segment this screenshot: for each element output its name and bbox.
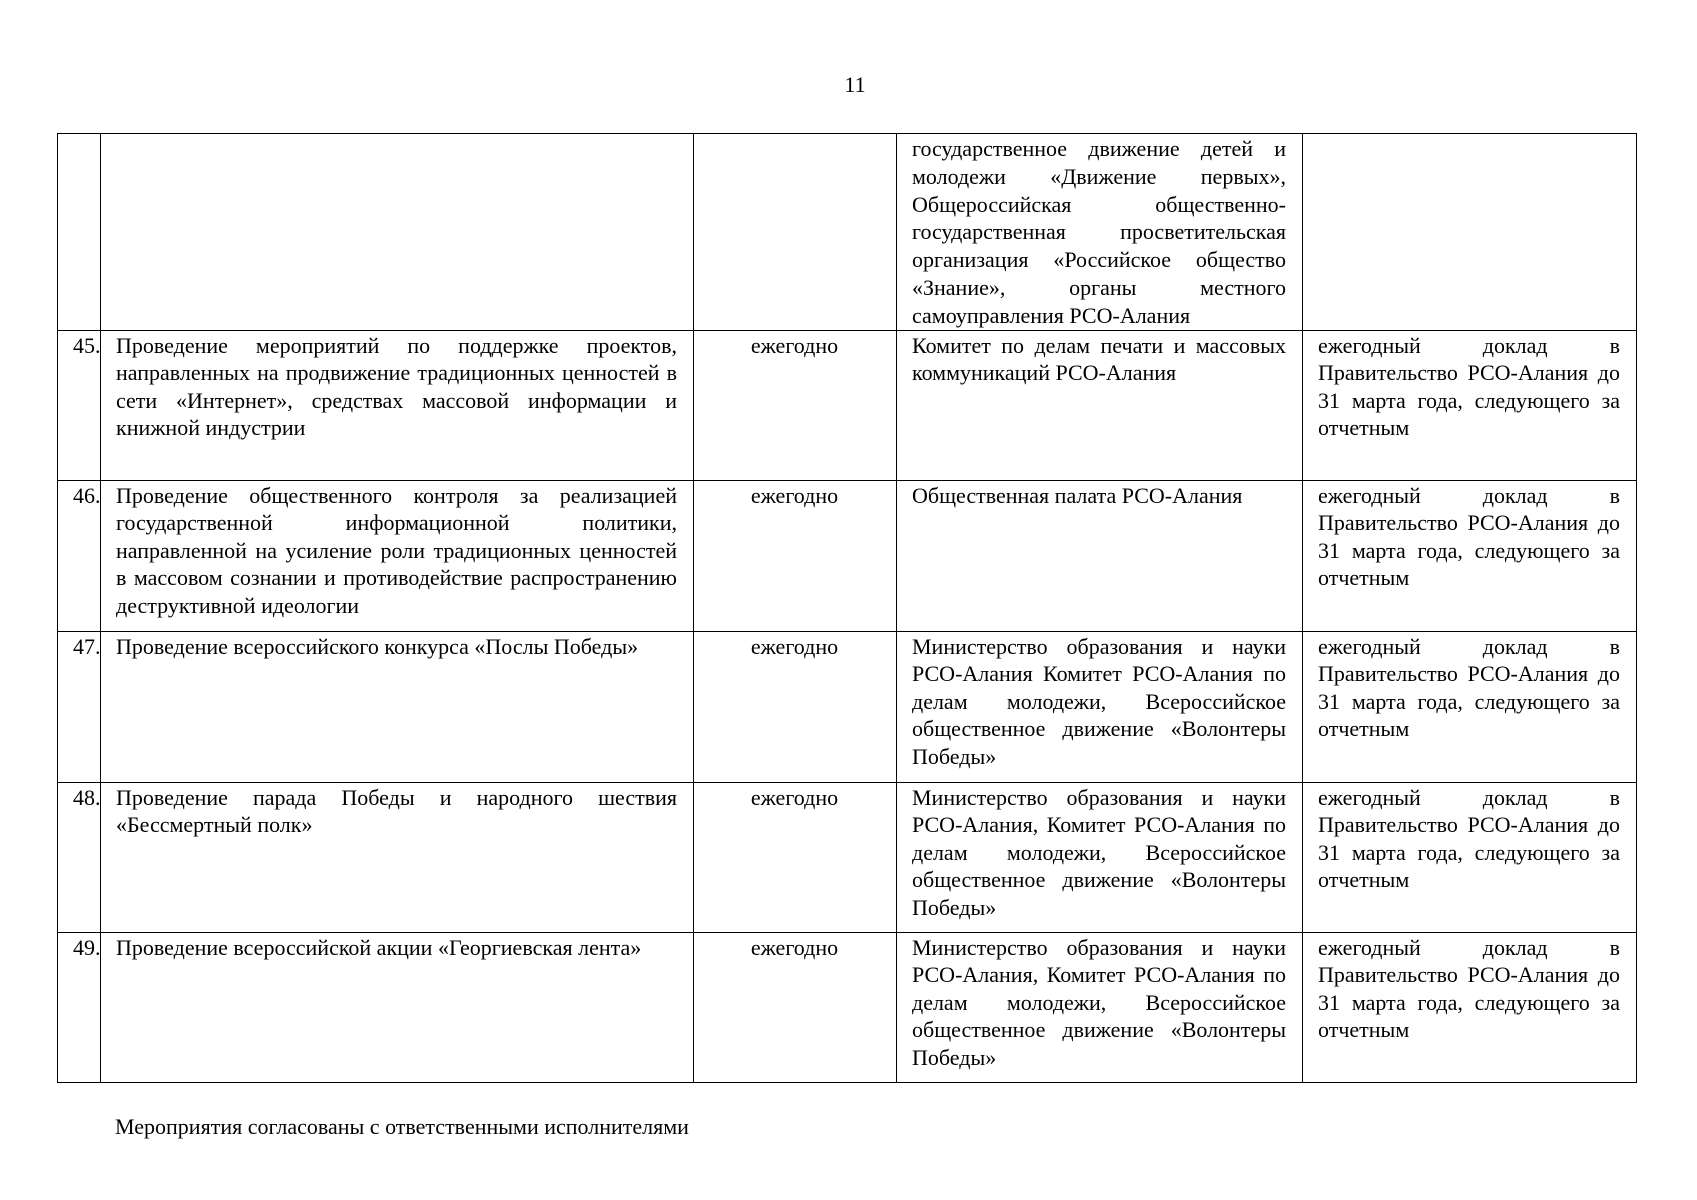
cell-measure (101, 134, 694, 331)
table-row (58, 631, 1637, 782)
cell-measure: Проведение мероприятий по поддержке проектов, направленных на продвижение традиционных ценностей в сети «Интернет», средствах массовой информации и книжной индустрии (101, 330, 694, 480)
cell-term: ежегодно (694, 480, 897, 631)
cell-measure: Проведение парада Победы и народного шествия «Бессмертный полк» (101, 782, 694, 932)
page-number: 11 (844, 72, 866, 97)
cell-responsible: Комитет по делам печати и массовых коммуникаций РСО-Алания (897, 330, 1303, 480)
cell-responsible: Общественная палата РСО-Алания (897, 480, 1303, 631)
cell-number: 46. (58, 480, 101, 631)
cell-responsible: Министерство образования и науки РСО-Алания, Комитет РСО-Алания по делам молодежи, Всероссийское общественное движение «Волонтеры Победы» (897, 932, 1303, 1082)
table-row (58, 782, 1637, 932)
footer-note: Мероприятия согласованы с ответственными исполнителями (115, 1114, 689, 1139)
cell-responsible: государственное движение детей и молодежи «Движение первых», Общероссийская общественно-государственная просветительская организация «Российское общество «Знание», органы местного самоуправления РСО-Алания (897, 134, 1303, 331)
cell-report: ежегодный доклад в Правительство РСО-Алания до 31 марта года, следующего за отчетным (1303, 782, 1637, 932)
cell-number: 49. (58, 932, 101, 1082)
cell-number: 47. (58, 631, 101, 782)
cell-measure: Проведение всероссийского конкурса «Послы Победы» (101, 631, 694, 782)
cell-report: ежегодный доклад в Правительство РСО-Алания до 31 марта года, следующего за отчетным (1303, 932, 1637, 1082)
measures-table (57, 133, 1637, 1083)
cell-report: ежегодный доклад в Правительство РСО-Алания до 31 марта года, следующего за отчетным (1303, 631, 1637, 782)
cell-report: ежегодный доклад в Правительство РСО-Алания до 31 марта года, следующего за отчетным (1303, 480, 1637, 631)
cell-number (58, 134, 101, 331)
cell-term: ежегодно (694, 782, 897, 932)
cell-measure: Проведение общественного контроля за реализацией государственной информационной политики, направленной на усиление роли традиционных ценностей в массовом сознании и противодействие распространению деструктивной идеологии (101, 480, 694, 631)
cell-responsible: Министерство образования и науки РСО-Алания Комитет РСО-Алания по делам молодежи, Всероссийское общественное движение «Волонтеры Победы» (897, 631, 1303, 782)
cell-term: ежегодно (694, 631, 897, 782)
table-row (58, 932, 1637, 1082)
table-row (58, 330, 1637, 480)
table-row (58, 480, 1637, 631)
cell-responsible: Министерство образования и науки РСО-Алания, Комитет РСО-Алания по делам молодежи, Всероссийское общественное движение «Волонтеры Победы» (897, 782, 1303, 932)
cell-number: 48. (58, 782, 101, 932)
cell-term: ежегодно (694, 932, 897, 1082)
cell-measure: Проведение всероссийской акции «Георгиевская лента» (101, 932, 694, 1082)
cell-term (694, 134, 897, 331)
cell-term: ежегодно (694, 330, 897, 480)
cell-number: 45. (58, 330, 101, 480)
table-row-continuation (58, 134, 1637, 331)
cell-report (1303, 134, 1637, 331)
cell-report: ежегодный доклад в Правительство РСО-Алания до 31 марта года, следующего за отчетным (1303, 330, 1637, 480)
